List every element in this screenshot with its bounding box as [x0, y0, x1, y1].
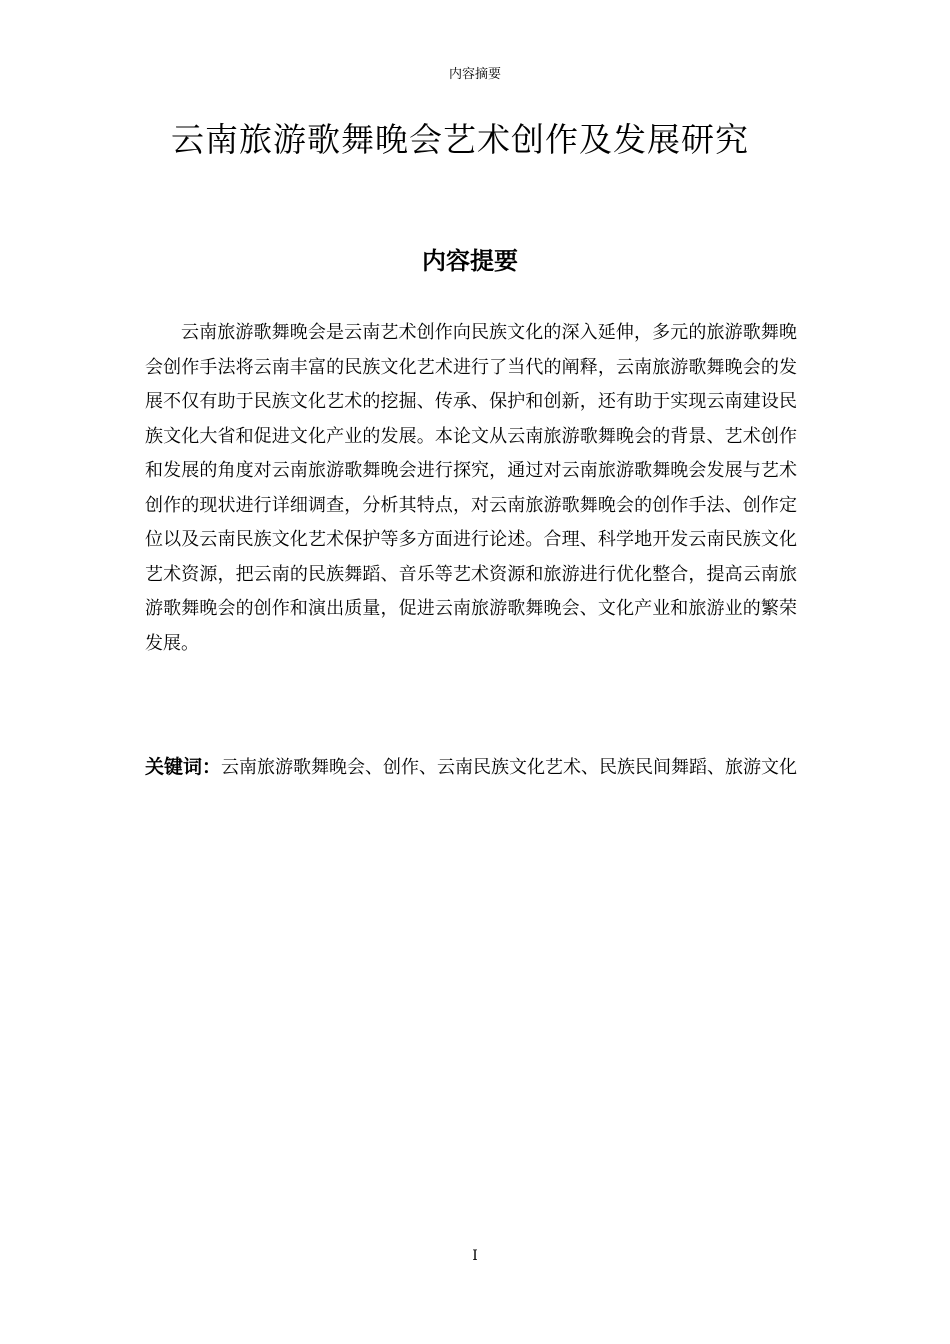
abstract-heading: 内容提要	[422, 247, 518, 275]
running-header: 内容摘要	[448, 67, 501, 82]
page-number: I	[472, 1248, 478, 1264]
keywords-text: 云南旅游歌舞晚会、创作、云南民族文化艺术、民族民间舞蹈、旅游文化	[221, 757, 798, 778]
keywords-label: 关键词：	[145, 756, 222, 778]
abstract-body: 云南旅游歌舞晚会是云南艺术创作向民族文化的深入延伸，多元的旅游歌舞晚会创作手法将云南丰富的民族文化艺术进行了当代的阐释，云南旅游歌舞晚会的发展不仅有助于民族文化艺术的挖掘、传承、保护和创新，还有助于实现云南建设民族文化大省和促进文化产业的发展。本论文从云南旅游歌舞晚会的背景、艺术创作和发展的角度对云南旅游歌舞晚会进行探究，通过对云南旅游歌舞晚会发展与艺术创作的现状进行详细调查，分析其特点，对云南旅游歌舞晚会的创作手法、创作定位以及云南民族文化艺术保护等多方面进行论述。合理、科学地开发云南民族文化艺术资源，把云南的民族舞蹈、音乐等艺术资源和旅游进行优化整合，提高云南旅游歌舞晚会的创作和演出质量，促进云南旅游歌舞晚会、文化产业和旅游业的繁荣发展。	[145, 322, 797, 654]
keywords-paragraph	[145, 746, 797, 789]
thesis-title: 云南旅游歌舞晚会艺术创作及发展研究	[171, 120, 749, 159]
